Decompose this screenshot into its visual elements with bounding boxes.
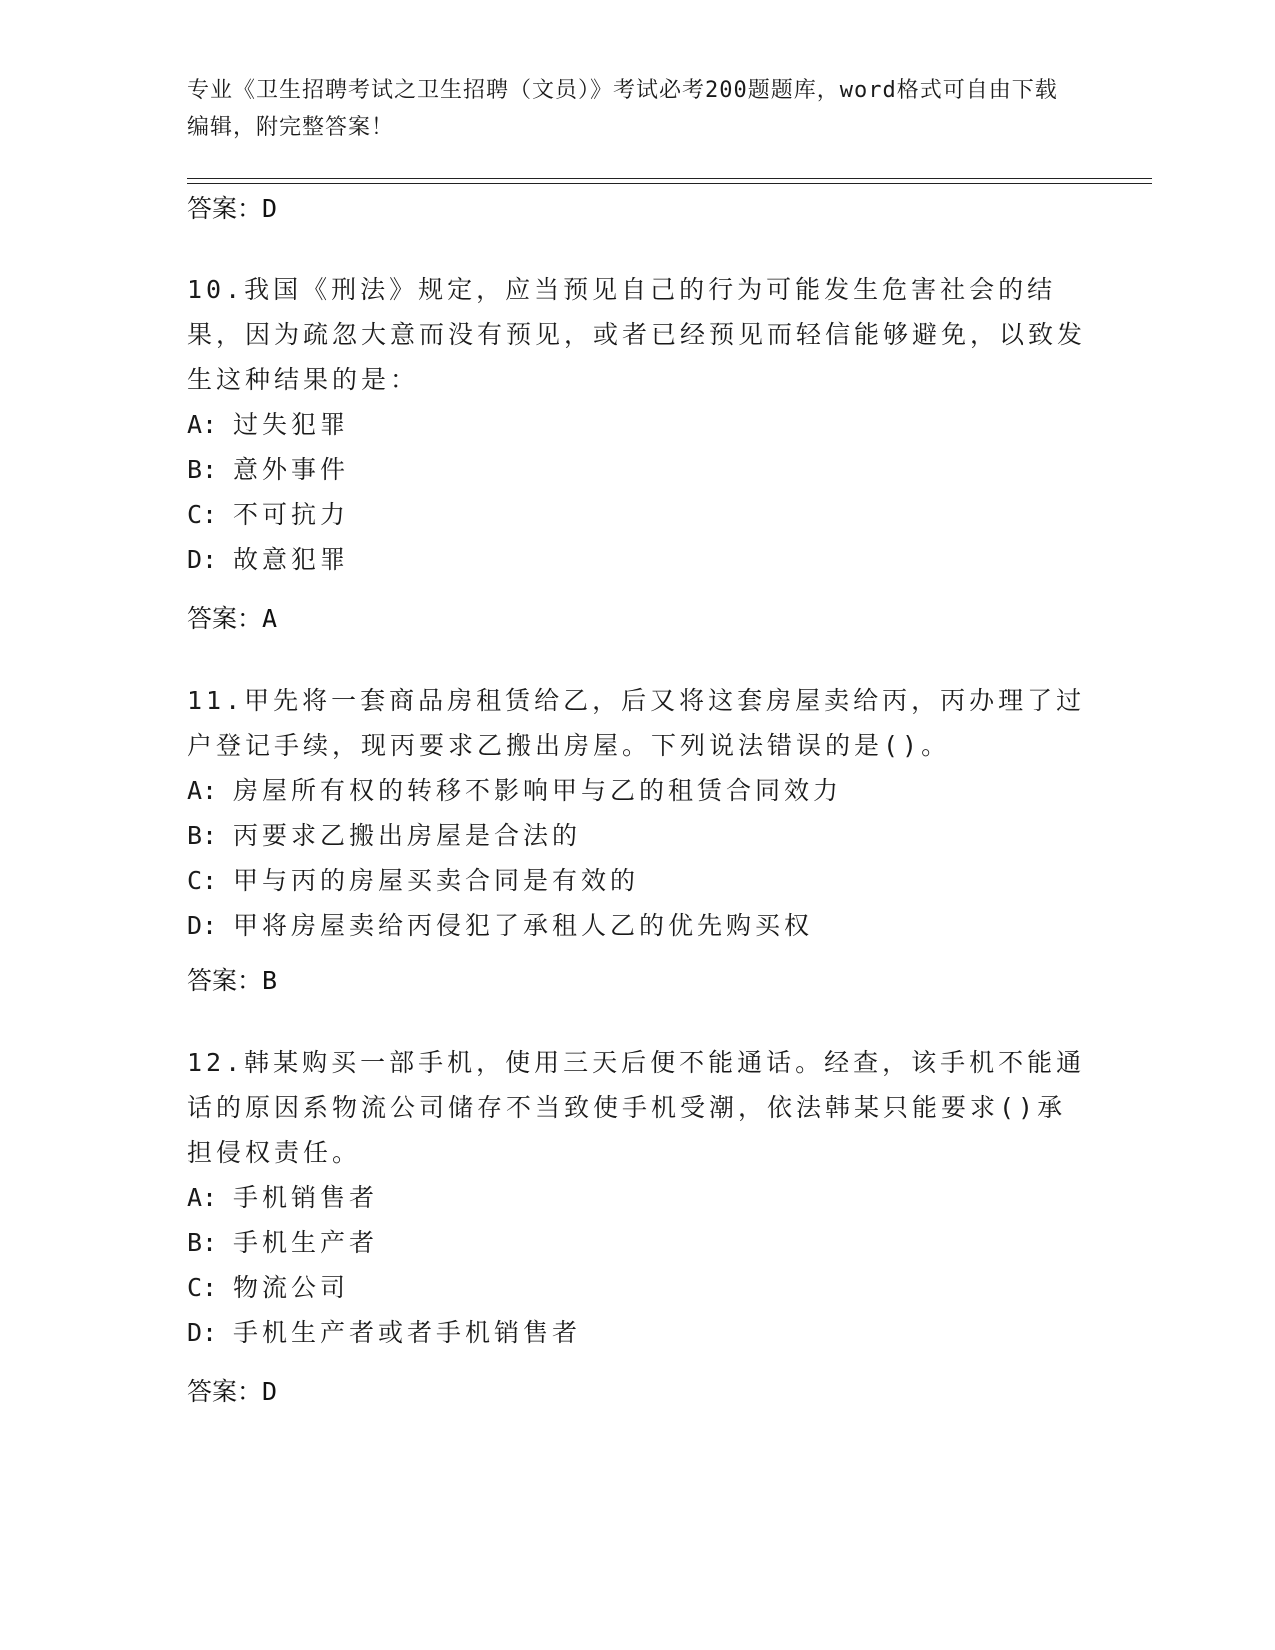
option-text: 过失犯罪 xyxy=(233,410,350,439)
option-letter: B: xyxy=(187,1228,218,1257)
question-12 xyxy=(187,1040,1087,1355)
option-c xyxy=(187,858,1087,903)
option-letter: A: xyxy=(187,776,218,805)
option-text: 故意犯罪 xyxy=(233,545,350,574)
answer-value: B xyxy=(262,966,278,995)
answer-line xyxy=(187,192,277,226)
question-11 xyxy=(187,678,1087,948)
option-d xyxy=(187,1310,1087,1355)
option-letter: C: xyxy=(187,866,218,895)
option-d xyxy=(187,537,1087,582)
option-c xyxy=(187,492,1087,537)
option-text: 丙要求乙搬出房屋是合法的 xyxy=(233,821,582,850)
option-d xyxy=(187,903,1087,948)
option-letter: D: xyxy=(187,545,218,574)
option-text: 意外事件 xyxy=(233,455,350,484)
header-rule-top xyxy=(187,178,1152,179)
option-letter: A: xyxy=(187,1183,218,1212)
option-text: 物流公司 xyxy=(233,1273,350,1302)
answer-value: D xyxy=(262,194,278,223)
option-text: 不可抗力 xyxy=(233,500,350,529)
option-text: 手机销售者 xyxy=(233,1183,379,1212)
option-a xyxy=(187,768,1087,813)
option-b xyxy=(187,1220,1087,1265)
option-text: 房屋所有权的转移不影响甲与乙的租赁合同效力 xyxy=(233,776,843,805)
option-text: 手机生产者或者手机销售者 xyxy=(233,1318,582,1347)
option-text: 手机生产者 xyxy=(233,1228,379,1257)
header-rule-bottom xyxy=(187,183,1152,184)
option-letter: C: xyxy=(187,1273,218,1302)
answer-label: 答案： xyxy=(187,194,263,223)
option-letter: B: xyxy=(187,821,218,850)
document-header: 专业《卫生招聘考试之卫生招聘（文员）》考试必考200题题库，word格式可自由下载编辑，附完整答案！ xyxy=(187,78,1058,140)
answer-label: 答案： xyxy=(187,966,263,995)
option-text: 甲将房屋卖给丙侵犯了承租人乙的优先购买权 xyxy=(233,911,814,940)
option-letter: D: xyxy=(187,1318,218,1347)
answer-line xyxy=(187,602,277,636)
option-letter: C: xyxy=(187,500,218,529)
question-stem: 12.韩某购买一部手机，使用三天后便不能通话。经查，该手机不能通话的原因系物流公司储存不当致使手机受潮，依法韩某只能要求()承担侵权责任。 xyxy=(187,1048,1086,1167)
question-stem: 11.甲先将一套商品房租赁给乙，后又将这套房屋卖给丙，丙办理了过户登记手续，现丙要求乙搬出房屋。下列说法错误的是()。 xyxy=(187,686,1086,760)
answer-line xyxy=(187,1375,277,1409)
option-letter: A: xyxy=(187,410,218,439)
answer-line xyxy=(187,964,277,998)
option-letter: B: xyxy=(187,455,218,484)
option-c xyxy=(187,1265,1087,1310)
question-stem: 10.我国《刑法》规定，应当预见自己的行为可能发生危害社会的结果，因为疏忽大意而没有预见，或者已经预见而轻信能够避免，以致发生这种结果的是： xyxy=(187,275,1087,394)
answer-label: 答案： xyxy=(187,604,263,633)
question-10 xyxy=(187,267,1087,582)
option-b xyxy=(187,813,1087,858)
option-a xyxy=(187,1175,1087,1220)
answer-label: 答案： xyxy=(187,1377,263,1406)
answer-value: D xyxy=(262,1377,278,1406)
option-text: 甲与丙的房屋买卖合同是有效的 xyxy=(233,866,640,895)
option-b xyxy=(187,447,1087,492)
answer-value: A xyxy=(262,604,278,633)
option-a xyxy=(187,402,1087,447)
option-letter: D: xyxy=(187,911,218,940)
